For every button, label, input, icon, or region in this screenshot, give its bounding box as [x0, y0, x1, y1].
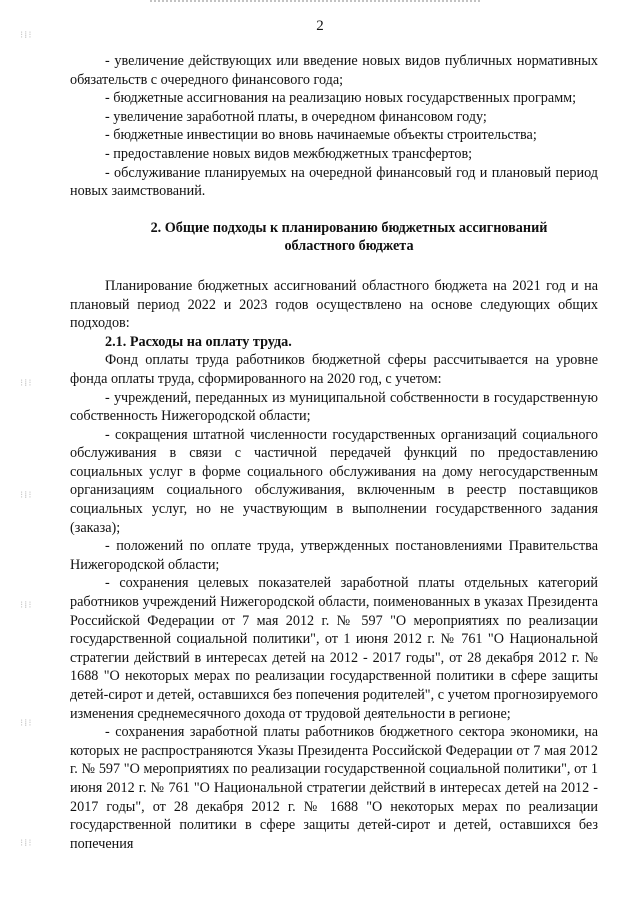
- list-item: - учреждений, переданных из муниципальной собственности в государственную собственность Нижегородской области;: [70, 389, 598, 425]
- intro-paragraph: Планирование бюджетных ассигнований областного бюджета на 2021 год и на плановый период 2022 и 2023 годов осуществлено на основе следующих общих подходов:: [70, 277, 598, 332]
- labor-paragraph: Фонд оплаты труда работников бюджетной сферы рассчитывается на уровне фонда оплаты труда, сформированного на 2020 год, с учетом:: [70, 352, 598, 387]
- list-item: - сохранения заработной платы работников бюджетного сектора экономики, на которых не распространяются Указы Президента Российской Федерации от 7 мая 2012 г. № 597 "О мероприятиях по реализации государственной социальной политики", от 1 июня 2012 г. № 761 "О Национальной стратегии действий в интересах детей на 2012 - 2017 годы", от 28 декабря 2012 г. № 1688 "О некоторых мерах по реализации государственной политики в сфере защиты детей-сирот и детей, оставшихся без попечения: [70, 724, 598, 852]
- margin-smudge: ⁝⁞⁝: [20, 718, 33, 729]
- list-item: - бюджетные инвестиции во вновь начинаемые объекты строительства;: [105, 127, 537, 144]
- subsection-heading: 2.1. Расходы на оплату труда.: [105, 333, 292, 350]
- list-item: - обслуживание планируемых на очередной финансовый год и плановый период новых заимствований.: [70, 164, 598, 200]
- list-item: - положений по оплате труда, утвержденных постановлениями Правительства Нижегородской области;: [70, 538, 598, 573]
- margin-smudge: ⁝⁞⁝: [20, 30, 33, 41]
- list-item: - увеличение заработной платы, в очередном финансовом году;: [105, 108, 487, 125]
- document-body: [70, 52, 598, 853]
- margin-smudge: ⁝⁞⁝: [20, 600, 33, 611]
- margin-smudge: ⁝⁞⁝: [20, 378, 33, 389]
- list-item: - увеличение действующих или введение новых видов публичных нормативных обязательств с очередного финансового года;: [70, 53, 598, 88]
- margin-smudge: ⁝⁞⁝: [20, 838, 33, 849]
- section-heading-line: 2. Общие подходы к планированию бюджетных ассигнований: [150, 219, 548, 236]
- scan-noise: [150, 0, 480, 8]
- page-number: 2: [316, 18, 324, 34]
- margin-smudge: ⁝⁞⁝: [20, 490, 33, 501]
- list-item: - сохранения целевых показателей заработной платы отдельных категорий работников учреждений Нижегородской области, поименованных в указах Президента Российской Федерации от 7 мая 2012 г. № 597 "О мероприятиях по реализации государственной социальной политики", от 1 июня 2012 г. № 761 "О Национальной стратегии действий в интересах детей на 2012 - 2017 годы", от 28 декабря 2012 г. № 1688 "О некоторых мерах по реализации государственной политики в сфере защиты детей-сирот и детей, оставшихся без попечения родителей", с учетом прогнозируемого изменения среднемесячного дохода от трудовой деятельности в регионе;: [70, 575, 598, 722]
- list-item: - предоставление новых видов межбюджетных трансфертов;: [105, 145, 473, 162]
- list-item: - сокращения штатной численности государственных организаций социального обслуживания в связи с частичной передачей функций по предоставлению социальных услуг в форме социального обслуживания на дому негосударственным организациям социального обслуживания, включенным в реестр поставщиков социальных услуг, но не участвующим в выполнении государственного задания (заказа);: [70, 426, 598, 536]
- section-heading-line: областного бюджета: [284, 238, 414, 255]
- section-heading: [70, 219, 598, 256]
- list-item: - бюджетные ассигнования на реализацию новых государственных программ;: [105, 90, 577, 107]
